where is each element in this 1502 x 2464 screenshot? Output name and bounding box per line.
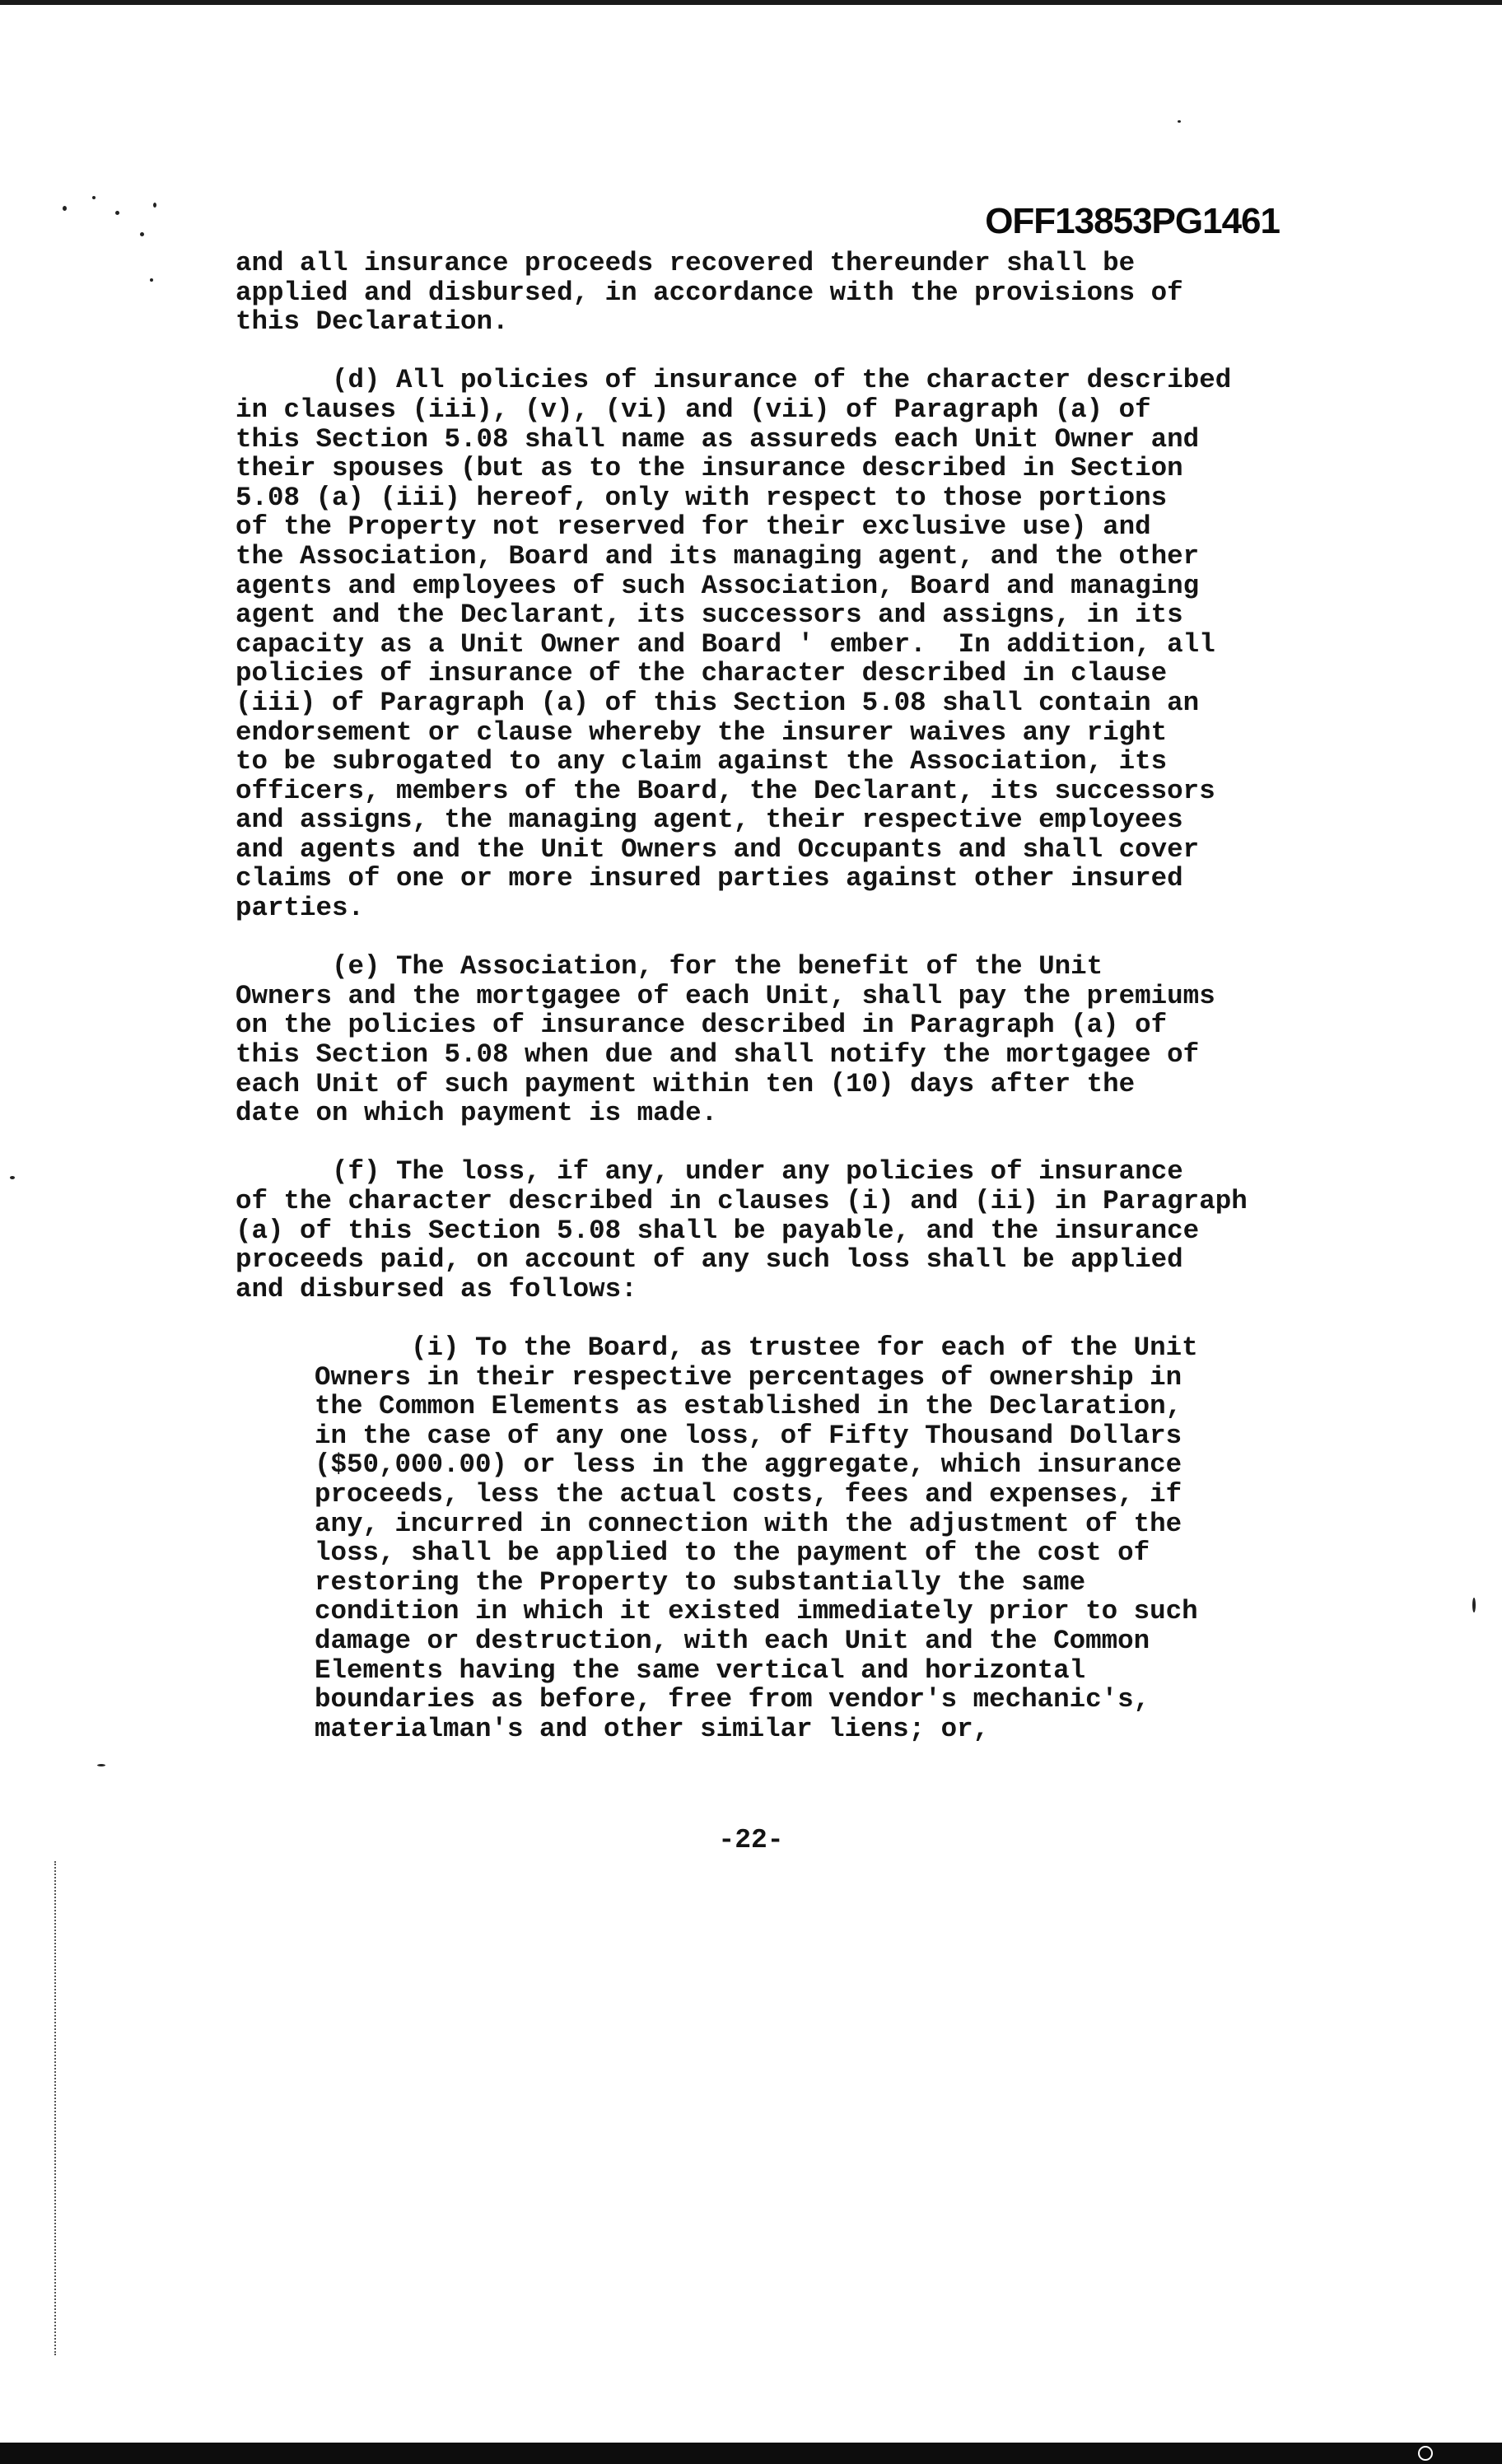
scan-hole-mark [1418, 2446, 1433, 2461]
scan-speck [153, 203, 156, 208]
paragraph-f-i: (i) To the Board, as trustee for each of the Unit Owners in their respective percentages of ownership in the Common Elements as established in the Declaration, in the case of any one loss, of Fifty Thousand Dollars ($50,000.00) or less in the aggregate, which insurance proceeds, less the actual costs, fees and expenses, if any, incurred in connection with the adjustment of the loss, shall be applied to the payment of the cost of restoring the Property to substantially the same condition in which it existed immediately prior to such damage or destruction, with each Unit and the Common Elements having the same vertical and horizontal boundaries as before, free from vendor's mechanic's, materialman's and other similar liens; or, [315, 1332, 1198, 1744]
paragraph-f: (f) The loss, if any, under any policies of insurance of the character described in clauses (i) and (ii) in Paragraph (a) of this Section 5.08 shall be payable, and the insurance proceeds paid, on account of any such loss shall be applied and disbursed as follows: [236, 1156, 1248, 1304]
scan-margin-marks [54, 1861, 59, 2355]
scan-speck [1472, 1598, 1476, 1612]
paragraph-d: (d) All policies of insurance of the character described in clauses (iii), (v), (vi) and (vii) of Paragraph (a) of this Section 5.08 shall name as assureds each Unit Owner and their spouses (but as to the insurance described in Section 5.08 (a) (iii) hereof, only with respect to those portions of the Property not reserved for their exclusive use) and the Association, Board and its managing agent, and the other agents and employees of such Association, Board and managing agent and the Declarant, its successors and assigns, in its capacity as a Unit Owner and Board ' ember. In addition, all policies of insurance of the character described in clause (iii) of Paragraph (a) of this Section 5.08 shall contain an endorsement or clause whereby the insurer waives any right to be subrogated to any claim against the Association, its officers, members of the Board, the Declarant, its successors and assigns, the managing agent, their respective employees and agents and the Unit Owners and Occupants and shall cover claims of one or more insured parties against other insured parties. [236, 365, 1232, 924]
scan-speck [115, 211, 119, 215]
scan-speck [97, 1764, 105, 1766]
document-reference-number: OFF13853PG1461 [985, 201, 1280, 241]
scan-top-edge [0, 0, 1502, 5]
scan-speck [150, 278, 153, 282]
document-body [236, 249, 1364, 1743]
scan-speck [140, 232, 144, 236]
scan-speck [92, 196, 96, 199]
scan-speck [63, 206, 67, 211]
scan-speck [1178, 120, 1181, 123]
scan-speck [10, 1176, 15, 1179]
paragraph-intro: and all insurance proceeds recovered thereunder shall be applied and disbursed, in accordance with the provisions of this Declaration. [236, 248, 1183, 338]
page-number: -22- [718, 1825, 784, 1855]
paragraph-e: (e) The Association, for the benefit of the Unit Owners and the mortgagee of each Unit, shall pay the premiums on the policies of insurance described in Paragraph (a) of this Section 5.08 when due and shall notify the mortgagee of each Unit of such payment within ten (10) days after the date on which payment is made. [236, 951, 1215, 1129]
scan-bottom-edge [0, 2443, 1502, 2464]
